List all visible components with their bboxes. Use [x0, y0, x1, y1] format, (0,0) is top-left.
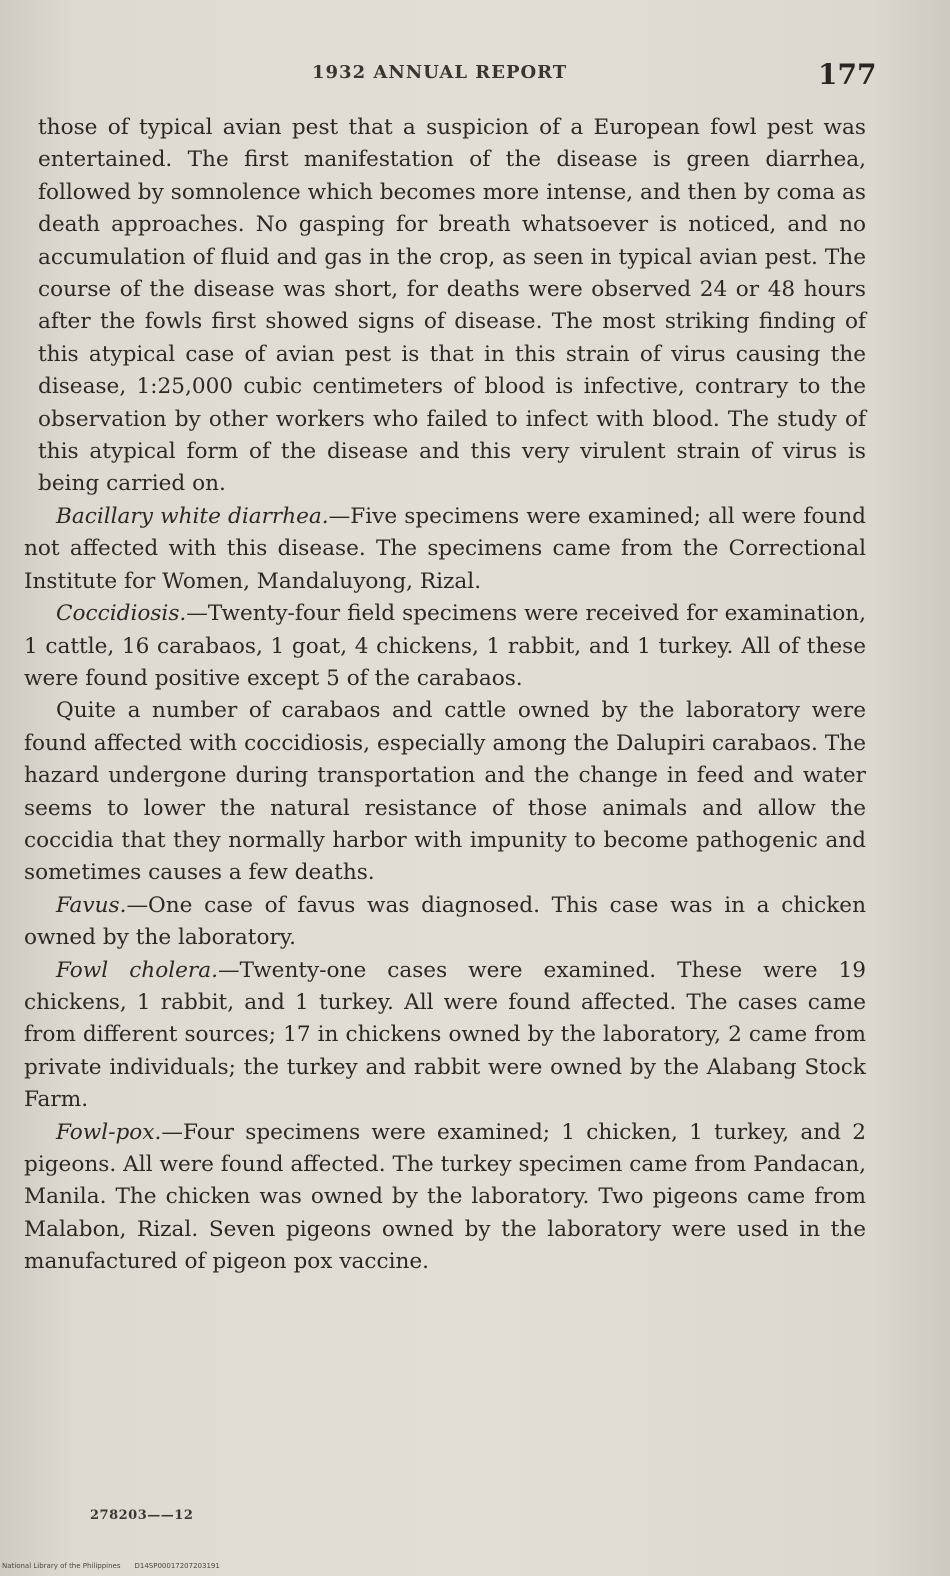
paragraph-fowl-cholera: [24, 955, 866, 1117]
section-term: Fowl cholera.: [56, 957, 218, 983]
paragraph-fowl-pox: [24, 1117, 866, 1279]
printer-signature: 278203——12: [90, 1508, 194, 1523]
section-term: Bacillary white diarrhea.: [56, 503, 329, 529]
paragraph-text: —Twenty-one cases were examined. These were 19 chickens, 1 rabbit, and 1 turkey. All were found affected. The cases came from different sources; 17 in chickens owned by the laboratory, 2 came from private individuals; the turkey and rabbit were owned by the Alabang Stock Farm.: [24, 957, 866, 1113]
imprint-library: National Library of the Philippines: [2, 1562, 121, 1570]
paragraph-coccidiosis: [24, 598, 866, 695]
paragraph-bacillary-white-diarrhea: [24, 501, 866, 598]
imprint-code: D14SP00017207203191: [134, 1562, 220, 1570]
paragraph-text: those of typical avian pest that a suspicion of a European fowl pest was entertained. The first manifestation of the disease is green diarrhea, followed by somnolence which becomes more intense, and then by coma as death approaches. No gasping for breath whatsoever is noticed, and no accumulation of fluid and gas in the crop, as seen in typical avian pest. The course of the disease was short, for deaths were observed 24 or 48 hours after the fowls first showed signs of disease. The most striking finding of this atypical case of avian pest is that in this strain of virus causing the disease, 1:25,000 cubic centimeters of blood is infective, contrary to the observation by other workers who failed to infect with blood. The study of this atypical form of the disease and this very virulent strain of virus is being carried on.: [38, 115, 866, 497]
paragraph-text: —Four specimens were examined; 1 chicken, 1 turkey, and 2 pigeons. All were found affected. The turkey specimen came from Pandacan, Manila. The chicken was owned by the laboratory. Two pigeons came from Malabon, Rizal. Seven pigeons owned by the laboratory were used in the manufactured of pigeon pox vaccine.: [24, 1119, 866, 1275]
page-number: 177: [818, 58, 877, 91]
paragraph-avian-pest-continued: [24, 112, 866, 501]
running-title: 1932 ANNUAL REPORT: [312, 62, 568, 83]
paragraph-text: —One case of favus was diagnosed. This case was in a chicken owned by the laboratory.: [24, 892, 866, 951]
paragraph-text: —Twenty-four field specimens were received for examination, 1 cattle, 16 carabaos, 1 goat, 4 chickens, 1 rabbit, and 1 turkey. All of these were found positive except 5 of the carabaos.: [24, 601, 866, 691]
paragraph-favus: [24, 890, 866, 955]
section-term: Fowl-pox.: [56, 1119, 162, 1145]
section-term: Coccidiosis.: [56, 601, 187, 627]
scan-imprint: [2, 1562, 234, 1570]
body-text: [24, 112, 866, 1279]
paragraph-text: —Five specimens were examined; all were found not affected with this disease. The specimens came from the Correctional Institute for Women, Mandaluyong, Rizal.: [24, 503, 866, 594]
section-term: Favus.: [56, 892, 127, 918]
paragraph-text: Quite a number of carabaos and cattle owned by the laboratory were found affected with coccidiosis, especially among the Dalupiri carabaos. The hazard undergone during transportation and the change in feed and water seems to lower the natural resistance of those animals and allow the coccidia that they normally harbor with impunity to become pathogenic and sometimes causes a few deaths.: [24, 698, 866, 886]
paragraph-coccidiosis-carabaos: [24, 695, 866, 889]
running-head: [0, 58, 950, 98]
